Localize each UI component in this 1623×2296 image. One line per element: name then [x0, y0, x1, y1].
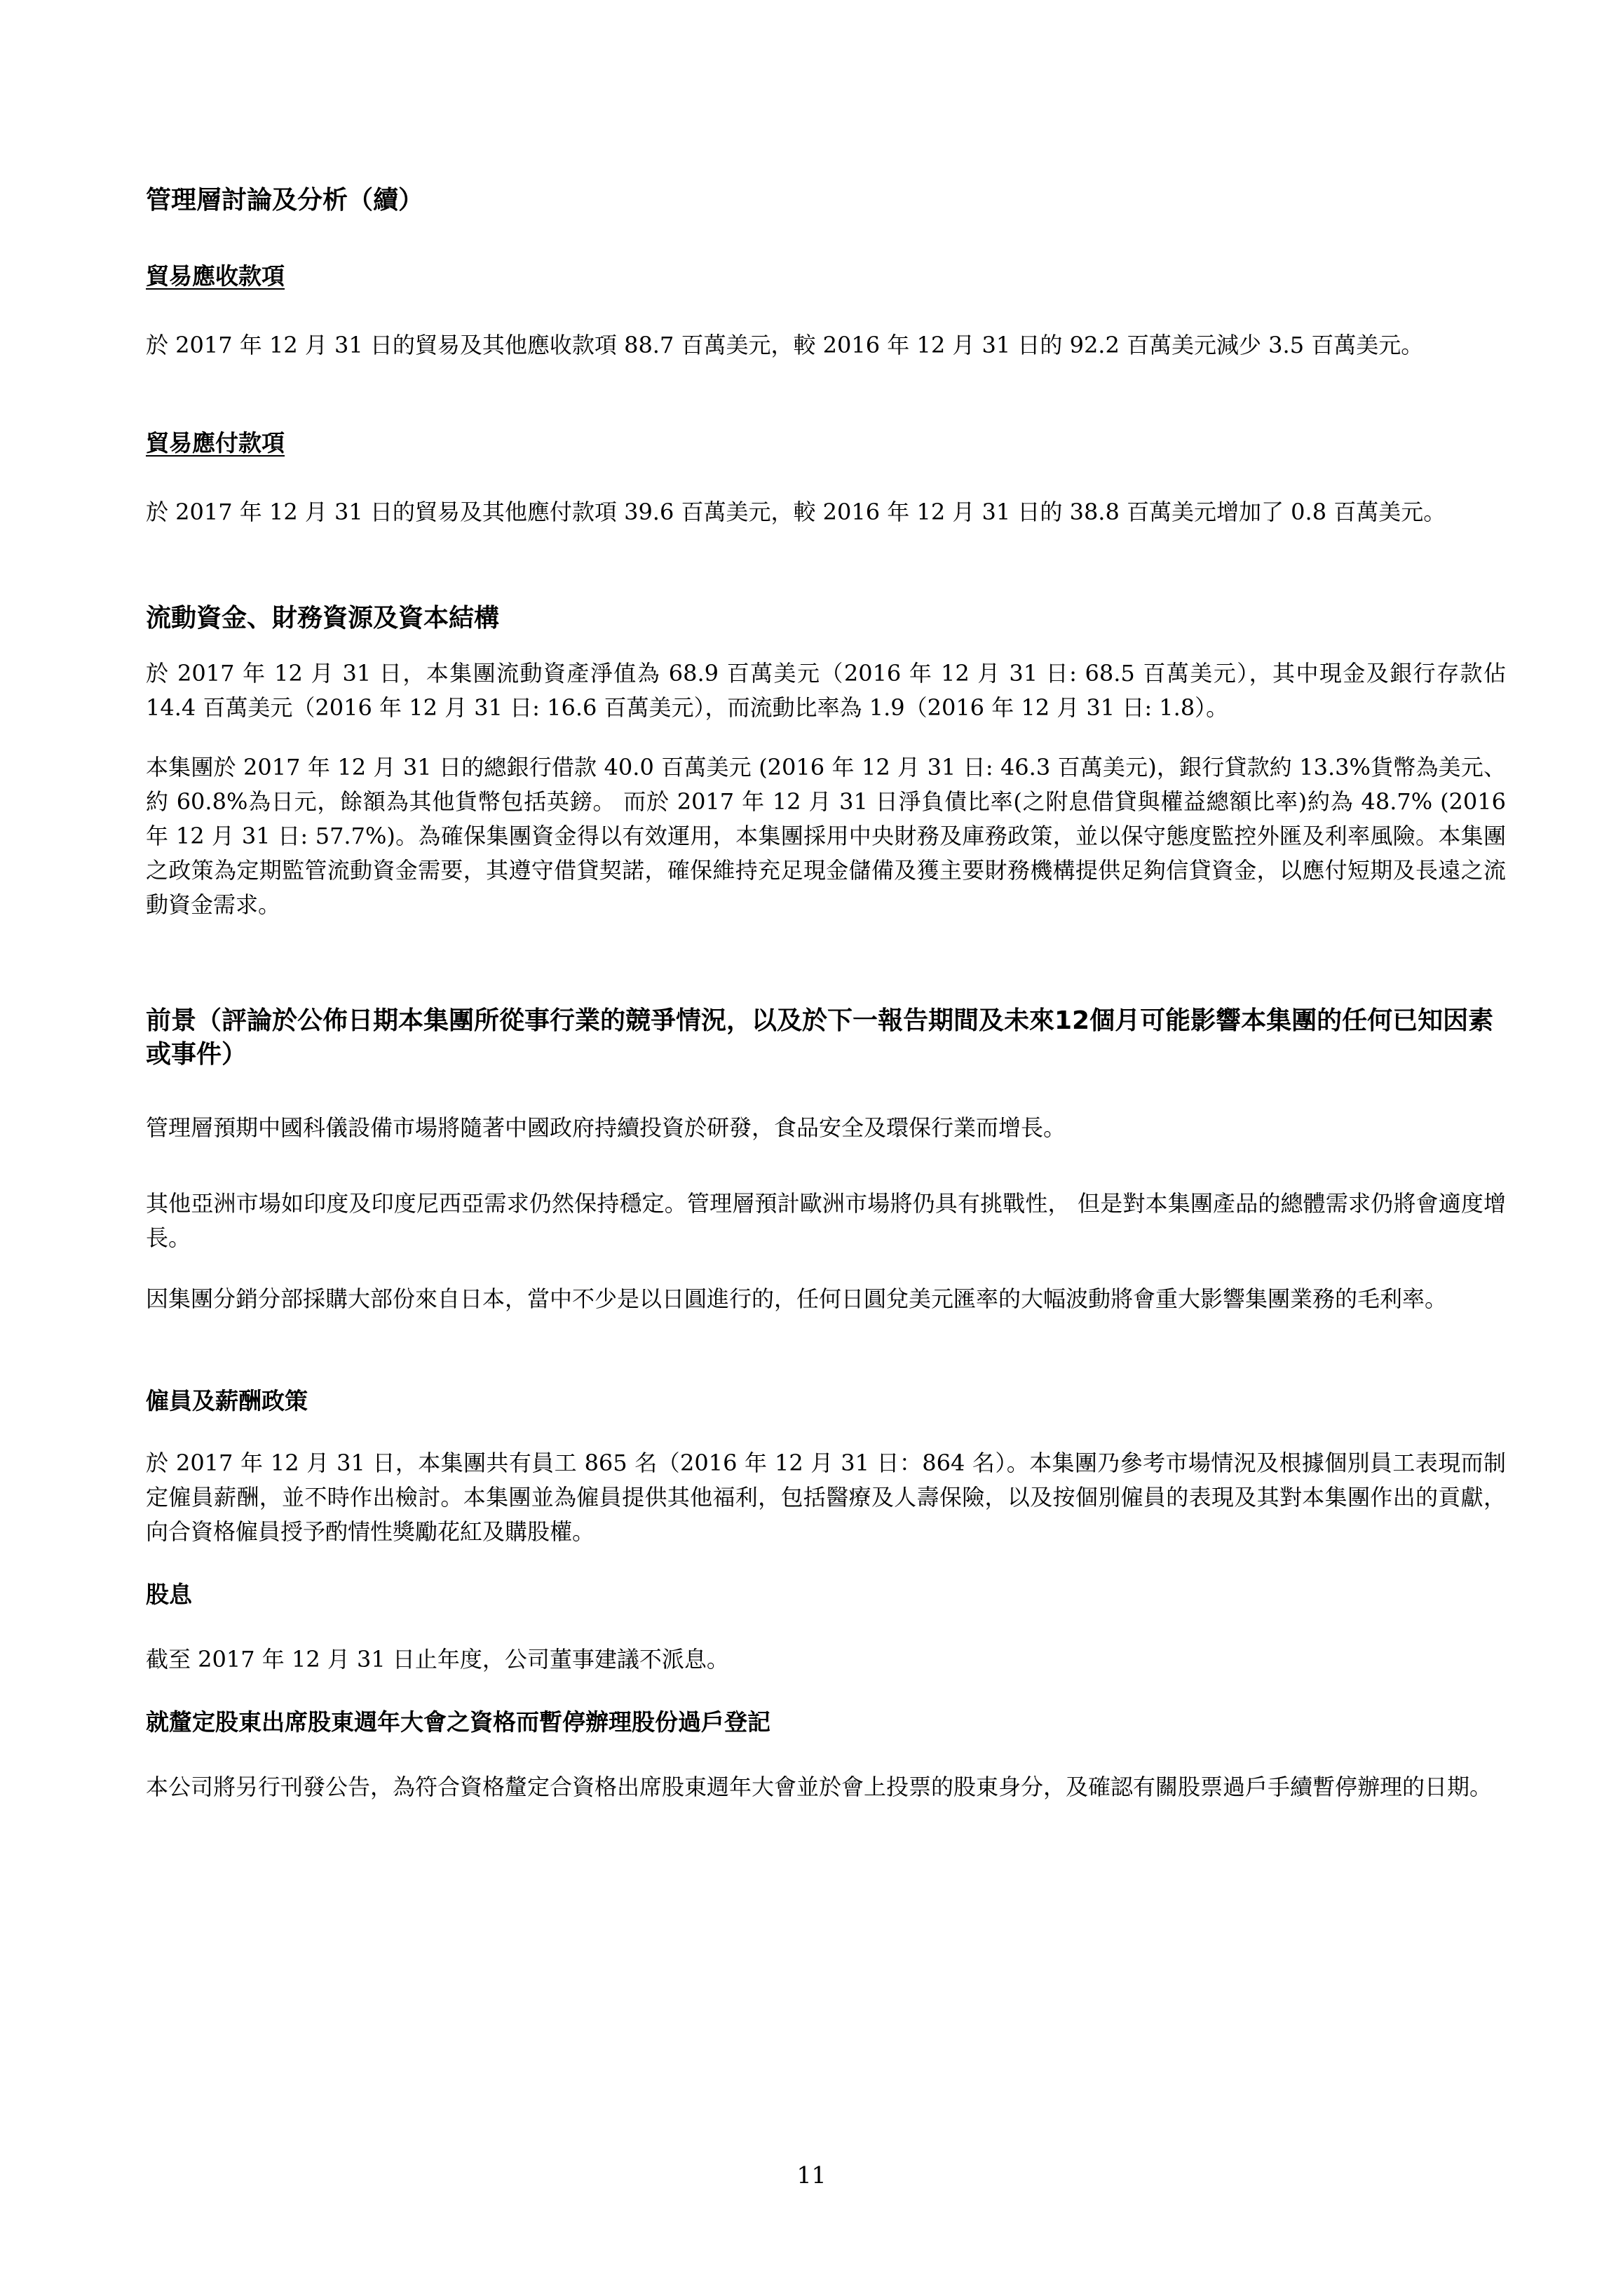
page-number: 11	[796, 2161, 827, 2189]
liquidity-paragraph-2: 本集團於 2017 年 12 月 31 日的總銀行借款 40.0 百萬美元 (2016 年 12 月 31 日: 46.3 百萬美元)，銀行貸款約 13.3%貨幣為美元、約 60.8%為日元，餘額為其他貨幣包括英鎊。 而於 2017 年 12 月 31 日淨負債比率(之附息借貸與權益總額比率)約為 48.7% (2016 年 12 月 31 日: 57.7%)。為確保集團資金得以有效運用，本集團採用中央財務及庫務政策，並以保守態度監控外匯及利率風險。本集團之政策為定期監管流動資金需要，其遵守借貸契諾，確保維持充足現金儲備及獲主要財務機構提供足夠信貸資金，以應付短期及長遠之流動資金需求。	[146, 754, 1506, 918]
payables-paragraph: 於 2017 年 12 月 31 日的貿易及其他應付款項 39.6 百萬美元，較 2016 年 12 月 31 日的 38.8 百萬美元增加了 0.8 百萬美元。	[146, 499, 1446, 525]
liquidity-paragraph-1: 於 2017 年 12 月 31 日，本集團流動資產淨值為 68.9 百萬美元（2016 年 12 月 31 日: 68.5 百萬美元），其中現金及銀行存款佔 14.4 百萬美元（2016 年 12 月 31 日: 16.6 百萬美元），而流動比率為 1.9（2016 年 12 月 31 日: 1.8）。	[146, 660, 1506, 721]
receivables-paragraph: 於 2017 年 12 月 31 日的貿易及其他應收款項 88.7 百萬美元，較 2016 年 12 月 31 日的 92.2 百萬美元減少 3.5 百萬美元。	[146, 332, 1424, 358]
closure-paragraph: 本公司將另行刊發公告，為符合資格釐定合資格出席股東週年大會並於會上投票的股東身分，及確認有關股票過戶手續暫停辦理的日期。	[146, 1774, 1493, 1800]
prospects-paragraph-2: 其他亞洲市場如印度及印度尼西亞需求仍然保持穩定。管理層預計歐洲市場將仍具有挑戰性， 但是對本集團產品的總體需求仍將會適度增長。	[146, 1190, 1506, 1251]
staff-paragraph: 於 2017 年 12 月 31 日，本集團共有員工 865 名（2016 年 12 月 31 日：864 名）。本集團乃參考市場情況及根據個別員工表現而制定僱員薪酬，並不時作出檢討。本集團並為僱員提供其他福利，包括醫療及人壽保險，以及按個別僱員的表現及其對本集團作出的貢獻，向合資格僱員授予酌情性獎勵花紅及購股權。	[146, 1450, 1506, 1545]
receivables-heading: 貿易應收款項	[146, 262, 285, 290]
prospects-paragraph-3: 因集團分銷分部採購大部份來自日本，當中不少是以日圓進行的，任何日圓兌美元匯率的大幅波動將會重大影響集團業務的毛利率。	[146, 1285, 1448, 1312]
prospects-heading: 前景（評論於公佈日期本集團所從事行業的競爭情況，以及於下一報告期間及未來12個月可能影響本集團的任何已知因素或事件）	[146, 1006, 1494, 1069]
payables-heading: 貿易應付款項	[146, 429, 285, 457]
closure-heading: 就釐定股東出席股東週年大會之資格而暫停辦理股份過戶登記	[146, 1708, 770, 1736]
dividend-paragraph: 截至 2017 年 12 月 31 日止年度，公司董事建議不派息。	[146, 1646, 729, 1673]
page-title: 管理層討論及分析（續）	[146, 186, 424, 215]
dividend-heading: 股息	[146, 1581, 192, 1608]
liquidity-heading: 流動資金、財務資源及資本結構	[146, 604, 500, 633]
staff-heading: 僱員及薪酬政策	[146, 1387, 308, 1414]
prospects-paragraph-1: 管理層預期中國科儀設備市場將隨著中國政府持續投資於研發，食品安全及環保行業而增長。	[146, 1114, 1066, 1141]
